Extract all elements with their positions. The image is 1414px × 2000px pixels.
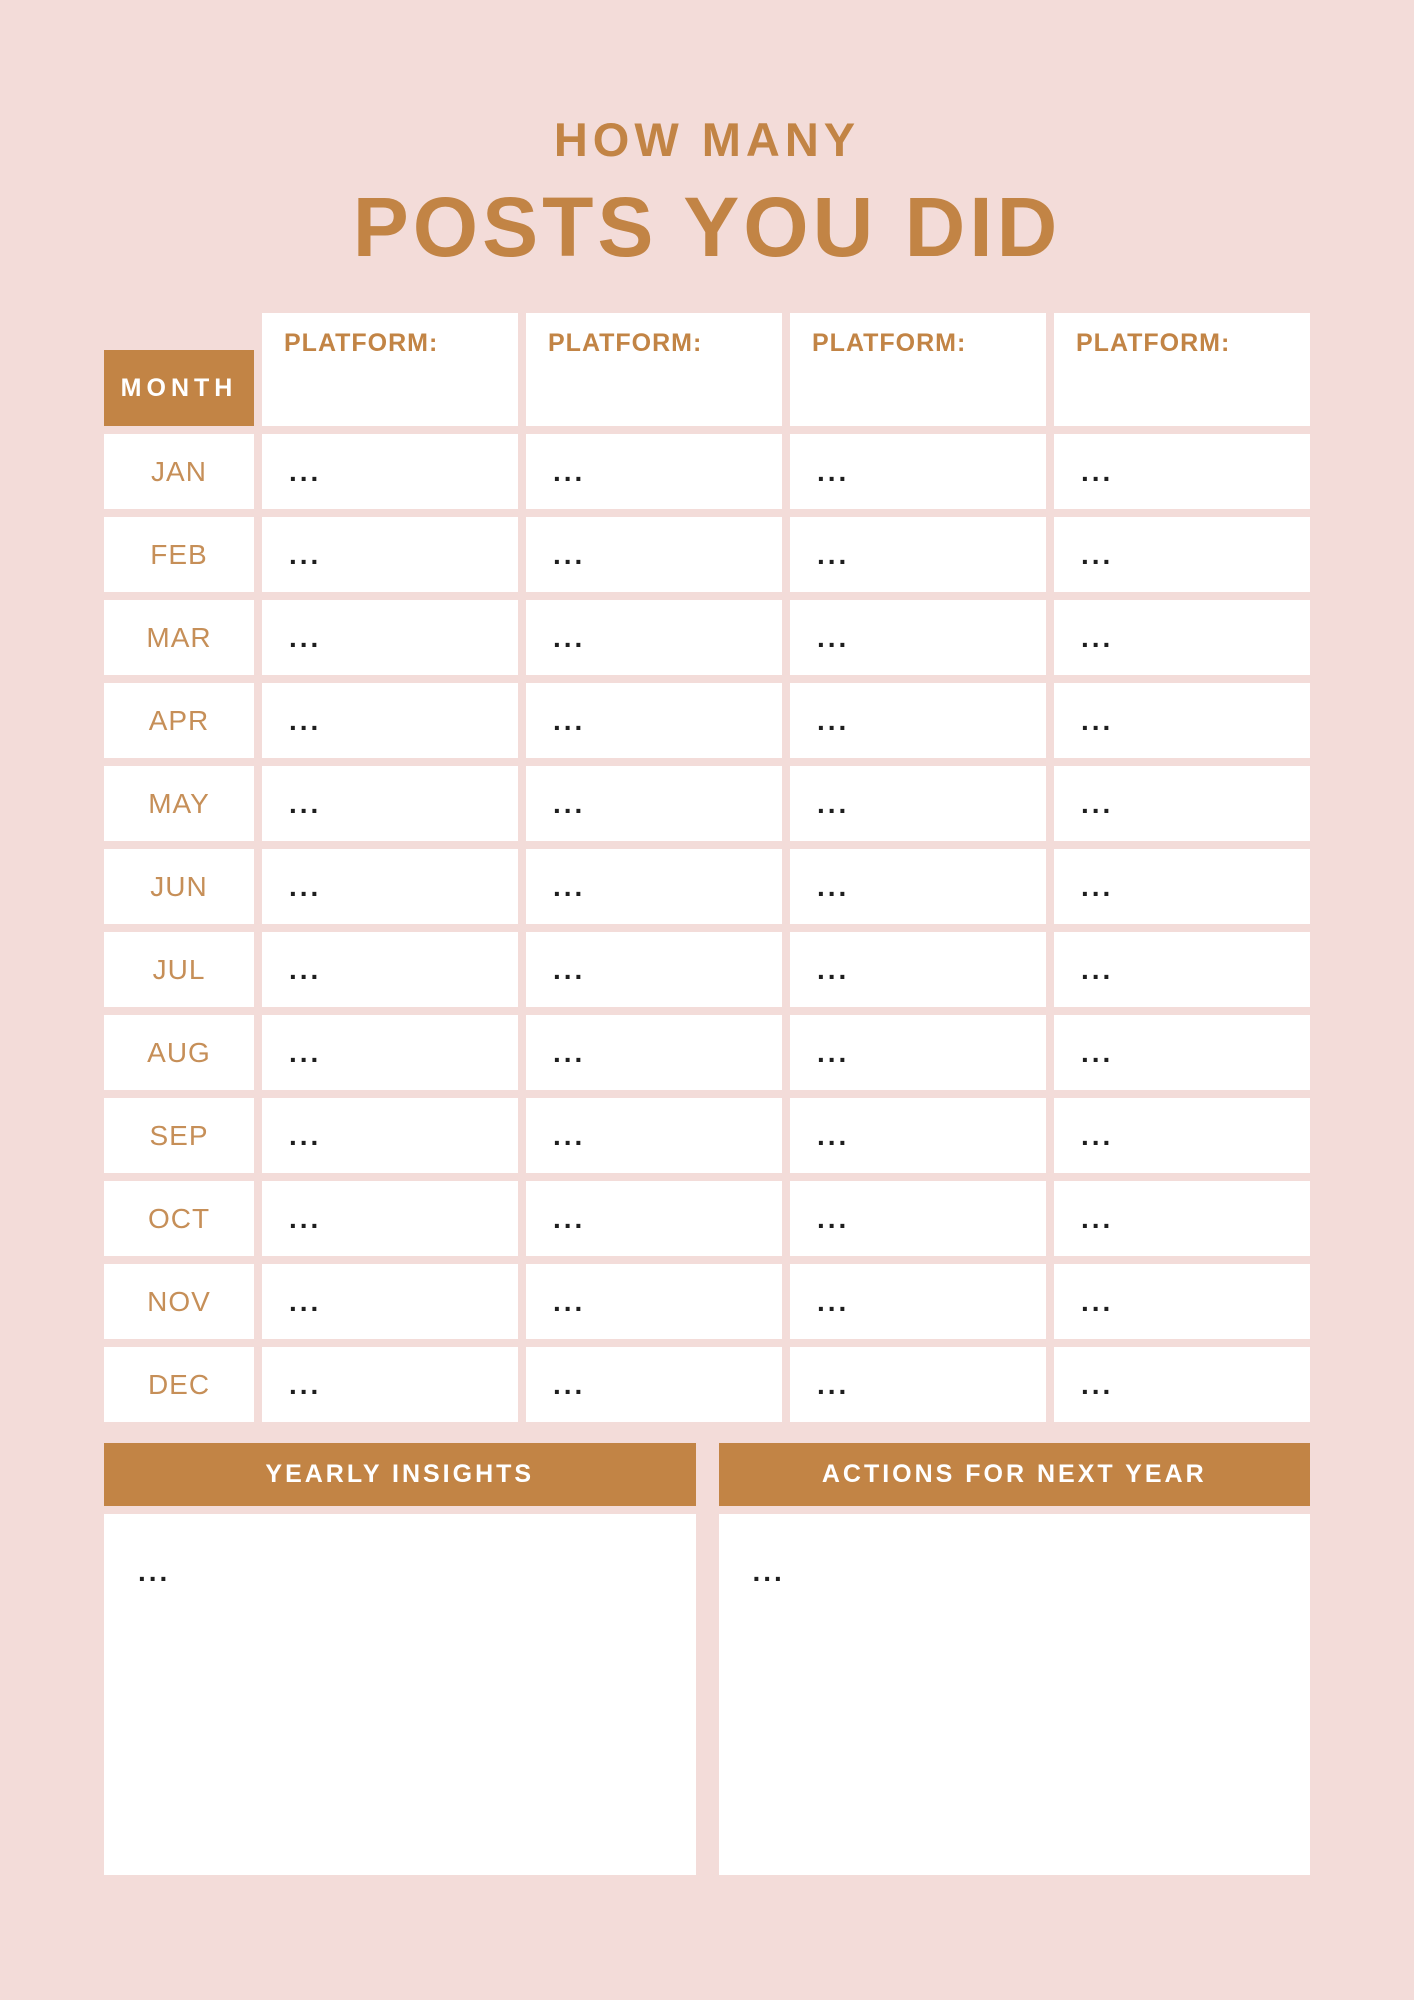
post-count-value: ... [553, 787, 586, 819]
month-label: JUN [150, 870, 208, 902]
post-count-value: ... [553, 455, 586, 487]
post-count-value: ... [553, 1202, 586, 1234]
post-count-cell[interactable] [790, 1181, 1046, 1256]
platform-header-label: PLATFORM: [548, 329, 703, 357]
post-count-value: ... [1081, 1036, 1114, 1068]
post-count-cell[interactable] [262, 1181, 518, 1256]
post-count-value: ... [1081, 870, 1114, 902]
post-count-cell[interactable] [790, 434, 1046, 509]
post-count-value: ... [289, 621, 322, 653]
post-count-value: ... [553, 704, 586, 736]
month-cell-feb [104, 517, 254, 592]
post-count-value: ... [553, 1368, 586, 1400]
month-label: OCT [147, 1202, 211, 1234]
post-count-value: ... [817, 1202, 850, 1234]
post-count-cell[interactable] [1054, 849, 1310, 924]
month-label: MAY [148, 787, 210, 819]
post-count-cell[interactable] [1054, 600, 1310, 675]
post-count-cell[interactable] [262, 1264, 518, 1339]
page-header [0, 113, 1414, 274]
post-count-cell[interactable] [1054, 683, 1310, 758]
post-count-cell[interactable] [1054, 1264, 1310, 1339]
month-cell-may [104, 766, 254, 841]
month-label: FEB [150, 538, 208, 570]
platform-header-label: PLATFORM: [1076, 329, 1231, 357]
post-count-cell[interactable] [262, 1015, 518, 1090]
post-count-cell[interactable] [790, 932, 1046, 1007]
post-count-cell[interactable] [790, 517, 1046, 592]
month-label: JAN [151, 455, 207, 487]
post-count-value: ... [553, 1119, 586, 1151]
post-count-cell[interactable] [1054, 932, 1310, 1007]
post-count-cell[interactable] [790, 600, 1046, 675]
yearly-insights-content: ... [138, 1556, 171, 1587]
post-count-cell[interactable] [262, 683, 518, 758]
post-count-value: ... [817, 1119, 850, 1151]
post-count-value: ... [1081, 455, 1114, 487]
post-count-value: ... [817, 455, 850, 487]
month-cell-apr [104, 683, 254, 758]
actions-header [719, 1443, 1311, 1506]
post-count-cell[interactable] [526, 683, 782, 758]
post-count-value: ... [553, 538, 586, 570]
post-count-value: ... [817, 538, 850, 570]
post-count-cell[interactable] [526, 1264, 782, 1339]
yearly-insights-box[interactable] [104, 1514, 696, 1875]
posts-table [104, 313, 1310, 1422]
post-count-value: ... [817, 621, 850, 653]
month-cell-nov [104, 1264, 254, 1339]
post-count-cell[interactable] [262, 932, 518, 1007]
post-count-cell[interactable] [262, 600, 518, 675]
yearly-insights-section [104, 1443, 696, 1875]
platform-header-cell-3[interactable] [790, 313, 1046, 426]
month-cell-jan [104, 434, 254, 509]
post-count-value: ... [289, 787, 322, 819]
post-count-value: ... [289, 1285, 322, 1317]
page-title-line1: HOW MANY [553, 113, 861, 166]
platform-header-cell-2[interactable] [526, 313, 782, 426]
month-label: AUG [147, 1036, 211, 1068]
platform-header-label: PLATFORM: [812, 329, 967, 357]
post-count-cell[interactable] [790, 1098, 1046, 1173]
post-count-value: ... [1081, 787, 1114, 819]
post-count-cell[interactable] [262, 517, 518, 592]
bottom-section [104, 1443, 1310, 1875]
post-count-cell[interactable] [1054, 1347, 1310, 1422]
post-count-value: ... [817, 704, 850, 736]
post-count-cell[interactable] [262, 1347, 518, 1422]
post-count-value: ... [1081, 1119, 1114, 1151]
post-count-cell[interactable] [526, 1347, 782, 1422]
post-count-cell[interactable] [1054, 517, 1310, 592]
post-count-value: ... [1081, 538, 1114, 570]
month-label: NOV [147, 1285, 211, 1317]
month-label: JUL [152, 953, 206, 985]
post-count-value: ... [289, 704, 322, 736]
month-label: MAR [146, 621, 212, 653]
post-count-value: ... [817, 787, 850, 819]
post-count-cell[interactable] [526, 849, 782, 924]
post-count-cell[interactable] [526, 1181, 782, 1256]
yearly-insights-title: YEARLY INSIGHTS [265, 1460, 535, 1488]
post-count-cell[interactable] [790, 683, 1046, 758]
post-count-cell[interactable] [790, 766, 1046, 841]
month-cell-aug [104, 1015, 254, 1090]
post-count-value: ... [817, 870, 850, 902]
post-count-cell[interactable] [526, 517, 782, 592]
actions-section [719, 1443, 1311, 1875]
post-count-cell[interactable] [262, 1098, 518, 1173]
month-label: APR [148, 704, 210, 736]
post-count-value: ... [817, 1036, 850, 1068]
post-count-cell[interactable] [526, 1098, 782, 1173]
post-count-cell[interactable] [790, 1347, 1046, 1422]
post-count-cell[interactable] [526, 600, 782, 675]
platform-header-cell-4[interactable] [1054, 313, 1310, 426]
post-count-cell[interactable] [790, 1015, 1046, 1090]
post-count-value: ... [553, 953, 586, 985]
month-cell-mar [104, 600, 254, 675]
page-title-line2: POSTS YOU DID [352, 180, 1062, 274]
post-count-value: ... [553, 621, 586, 653]
post-count-value: ... [1081, 621, 1114, 653]
yearly-insights-header [104, 1443, 696, 1506]
post-count-value: ... [289, 1202, 322, 1234]
platform-header-label: PLATFORM: [284, 329, 439, 357]
month-cell-jul [104, 932, 254, 1007]
month-label: SEP [149, 1119, 209, 1151]
month-header-cell [104, 350, 254, 426]
post-count-cell[interactable] [1054, 1098, 1310, 1173]
post-count-value: ... [289, 953, 322, 985]
post-count-value: ... [817, 1285, 850, 1317]
platform-header-cell-1[interactable] [262, 313, 518, 426]
post-count-cell[interactable] [262, 849, 518, 924]
post-count-value: ... [1081, 1202, 1114, 1234]
post-count-cell[interactable] [526, 932, 782, 1007]
post-count-value: ... [553, 870, 586, 902]
post-count-value: ... [553, 1285, 586, 1317]
month-header-label: MONTH [120, 373, 238, 402]
month-cell-sep [104, 1098, 254, 1173]
post-count-cell[interactable] [790, 849, 1046, 924]
post-count-value: ... [817, 953, 850, 985]
month-cell-jun [104, 849, 254, 924]
actions-title: ACTIONS FOR NEXT YEAR [821, 1460, 1207, 1488]
post-count-cell[interactable] [1054, 1015, 1310, 1090]
post-count-cell[interactable] [526, 1015, 782, 1090]
post-count-value: ... [1081, 1285, 1114, 1317]
actions-box[interactable] [719, 1514, 1311, 1875]
post-count-cell[interactable] [526, 766, 782, 841]
post-count-value: ... [553, 1036, 586, 1068]
actions-content: ... [752, 1556, 785, 1587]
post-count-cell[interactable] [1054, 766, 1310, 841]
post-count-value: ... [1081, 704, 1114, 736]
month-cell-dec [104, 1347, 254, 1422]
post-count-cell[interactable] [262, 434, 518, 509]
post-count-value: ... [1081, 953, 1114, 985]
post-count-value: ... [817, 1368, 850, 1400]
post-count-value: ... [289, 1119, 322, 1151]
post-count-cell[interactable] [262, 766, 518, 841]
month-cell-oct [104, 1181, 254, 1256]
post-count-value: ... [289, 538, 322, 570]
post-count-value: ... [289, 455, 322, 487]
post-count-value: ... [289, 1036, 322, 1068]
post-count-value: ... [289, 870, 322, 902]
post-count-cell[interactable] [1054, 434, 1310, 509]
post-count-cell[interactable] [526, 434, 782, 509]
post-count-cell[interactable] [1054, 1181, 1310, 1256]
post-count-value: ... [289, 1368, 322, 1400]
post-count-cell[interactable] [790, 1264, 1046, 1339]
post-count-value: ... [1081, 1368, 1114, 1400]
month-label: DEC [147, 1368, 211, 1400]
